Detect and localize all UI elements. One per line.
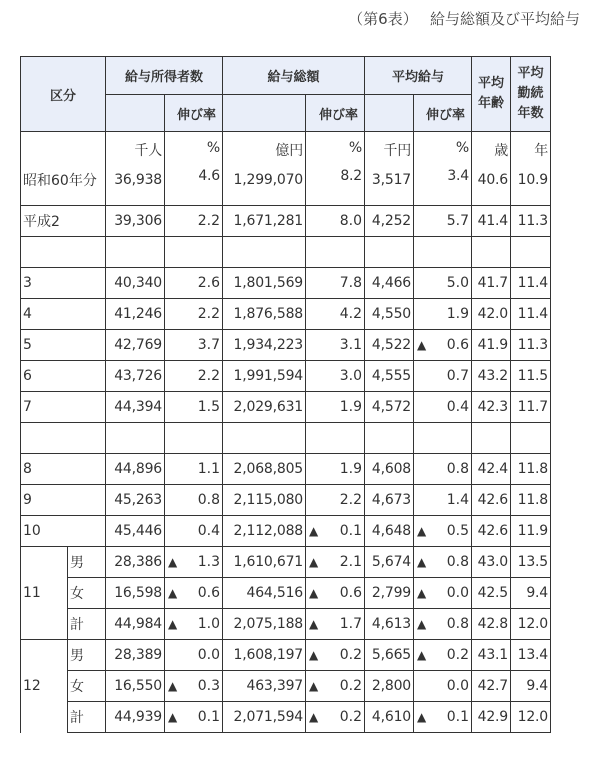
workers-rate-cell: 1.1: [165, 454, 223, 485]
tenure-cell: 11.9: [511, 516, 551, 547]
avg-cell: 2,799: [365, 578, 414, 609]
negative-triangle-icon: ▲: [309, 555, 319, 569]
age-cell: 43.2: [472, 361, 511, 392]
negative-triangle-icon: ▲: [168, 617, 178, 631]
spacer-row: [21, 423, 551, 454]
total-rate-cell: 2.2: [306, 485, 365, 516]
total-rate-cell: ▲ 0.2: [306, 671, 365, 702]
total-rate-cell: ▲ 0.2: [306, 640, 365, 671]
sex-label: 女: [68, 578, 106, 609]
avg-rate-cell: ▲ 0.8: [414, 547, 472, 578]
workers-rate-cell: ▲ 1.3: [165, 547, 223, 578]
age-cell: 42.5: [472, 578, 511, 609]
avg-rate-cell: ▲ 0.0: [414, 578, 472, 609]
table-row: 昭和60年分 千人 36,938 % 4.6 億円 1,299,070 % 8.2 千円 3,517 % 3.4 歳 40.6 年 10.9: [21, 132, 551, 206]
avg-rate-cell: 5.7: [414, 206, 472, 237]
table-row: [21, 454, 551, 485]
workers-rate-cell: 2.2: [165, 299, 223, 330]
header-total-growth: 伸び率: [306, 95, 365, 132]
row-label: 4: [21, 299, 106, 330]
row-label: 9: [21, 485, 106, 516]
workers-cell: 28,389: [106, 640, 165, 671]
sex-label: 計: [68, 702, 106, 733]
age-cell: 41.7: [472, 268, 511, 299]
header-avg-tenure: 平均 勤続 年数: [511, 57, 551, 132]
row-label: 6: [21, 361, 106, 392]
total-rate-cell: ▲ 2.1: [306, 547, 365, 578]
avg-cell: 4,555: [365, 361, 414, 392]
workers-rate-cell: ▲ 1.0: [165, 609, 223, 640]
workers-rate-cell: 0.8: [165, 485, 223, 516]
negative-triangle-icon: ▲: [417, 710, 427, 724]
sex-label: 男: [68, 547, 106, 578]
workers-rate-cell: 3.7: [165, 330, 223, 361]
workers-cell: 40,340: [106, 268, 165, 299]
avg-cell: 4,648: [365, 516, 414, 547]
tenure-cell: 11.7: [511, 392, 551, 423]
tenure-cell: 13.4: [511, 640, 551, 671]
salary-table: [20, 56, 551, 733]
row-label: 3: [21, 268, 106, 299]
workers-rate-cell: 1.5: [165, 392, 223, 423]
row-label: 7: [21, 392, 106, 423]
table-row: [21, 702, 551, 733]
negative-triangle-icon: ▲: [168, 710, 178, 724]
avg-cell: 4,613: [365, 609, 414, 640]
header-total-pay: 給与総額: [223, 57, 365, 95]
tenure-cell: 13.5: [511, 547, 551, 578]
negative-triangle-icon: ▲: [417, 555, 427, 569]
total-rate-cell: ▲ 1.7: [306, 609, 365, 640]
table-row: [21, 361, 551, 392]
negative-triangle-icon: ▲: [168, 586, 178, 600]
workers-cell: 44,896: [106, 454, 165, 485]
tenure-cell: 12.0: [511, 609, 551, 640]
workers-cell: 16,550: [106, 671, 165, 702]
negative-triangle-icon: ▲: [309, 679, 319, 693]
table-row: [21, 330, 551, 361]
total-cell: 463,397: [223, 671, 306, 702]
avg-rate-cell: ▲ 0.2: [414, 640, 472, 671]
age-cell: 42.6: [472, 516, 511, 547]
header-avg-value: [365, 95, 414, 132]
age-cell: 42.4: [472, 454, 511, 485]
table-row: [21, 485, 551, 516]
total-rate-cell: 1.9: [306, 392, 365, 423]
table-row: [21, 609, 551, 640]
total-rate-cell: 8.0: [306, 206, 365, 237]
workers-cell: 41,246: [106, 299, 165, 330]
avg-cell: 2,800: [365, 671, 414, 702]
row-label: 10: [21, 516, 106, 547]
total-cell: 2,068,805: [223, 454, 306, 485]
table-row: [21, 578, 551, 609]
total-cell: 2,115,080: [223, 485, 306, 516]
avg-cell: 5,665: [365, 640, 414, 671]
workers-cell: 42,769: [106, 330, 165, 361]
workers-cell: 43,726: [106, 361, 165, 392]
total-rate-cell: 3.0: [306, 361, 365, 392]
negative-triangle-icon: ▲: [309, 648, 319, 662]
workers-cell: 44,939: [106, 702, 165, 733]
negative-triangle-icon: ▲: [309, 617, 319, 631]
tenure-cell: 11.4: [511, 299, 551, 330]
workers-rate-cell: 0.0: [165, 640, 223, 671]
negative-triangle-icon: ▲: [309, 524, 319, 538]
workers-rate-cell: ▲ 0.3: [165, 671, 223, 702]
total-cell: 2,112,088: [223, 516, 306, 547]
age-cell: 41.9: [472, 330, 511, 361]
age-cell: 43.0: [472, 547, 511, 578]
age-cell: 42.8: [472, 609, 511, 640]
avg-rate-cell: 0.0: [414, 671, 472, 702]
age-cell: 43.1: [472, 640, 511, 671]
workers-rate-cell: 2.2: [165, 206, 223, 237]
workers-cell: 28,386: [106, 547, 165, 578]
negative-triangle-icon: ▲: [417, 617, 427, 631]
total-cell: 464,516: [223, 578, 306, 609]
total-rate-cell: ▲ 0.6: [306, 578, 365, 609]
total-cell: 1,671,281: [223, 206, 306, 237]
table-row: [21, 268, 551, 299]
age-cell: 42.7: [472, 671, 511, 702]
sex-label: 計: [68, 609, 106, 640]
table-row: [21, 392, 551, 423]
tenure-cell: 11.3: [511, 330, 551, 361]
total-cell: 1,801,569: [223, 268, 306, 299]
negative-triangle-icon: ▲: [168, 679, 178, 693]
header-kubun: 区分: [21, 57, 106, 132]
workers-rate-cell: ▲ 0.1: [165, 702, 223, 733]
header-workers-growth: 伸び率: [165, 95, 223, 132]
avg-cell: 4,608: [365, 454, 414, 485]
table-row: [21, 547, 551, 578]
avg-rate-cell: ▲ 0.6: [414, 330, 472, 361]
header-total-value: [223, 95, 306, 132]
total-cell: 2,071,594: [223, 702, 306, 733]
age-cell: 42.3: [472, 392, 511, 423]
avg-rate-cell: 0.4: [414, 392, 472, 423]
avg-rate-cell: 1.4: [414, 485, 472, 516]
negative-triangle-icon: ▲: [417, 524, 427, 538]
workers-cell: 44,394: [106, 392, 165, 423]
age-cell: 42.9: [472, 702, 511, 733]
avg-rate-cell: ▲ 0.8: [414, 609, 472, 640]
header-workers-value: [106, 95, 165, 132]
avg-cell: 4,466: [365, 268, 414, 299]
workers-cell: 45,446: [106, 516, 165, 547]
table-row: [21, 671, 551, 702]
spacer-row: [21, 237, 551, 268]
total-rate-cell: ▲ 0.2: [306, 702, 365, 733]
row-label: 5: [21, 330, 106, 361]
age-cell: 42.0: [472, 299, 511, 330]
total-rate-cell: 3.1: [306, 330, 365, 361]
negative-triangle-icon: ▲: [309, 710, 319, 724]
age-cell: 41.4: [472, 206, 511, 237]
total-cell: 1,610,671: [223, 547, 306, 578]
negative-triangle-icon: ▲: [309, 586, 319, 600]
negative-triangle-icon: ▲: [417, 338, 427, 352]
tenure-cell: 9.4: [511, 671, 551, 702]
total-rate-cell: 7.8: [306, 268, 365, 299]
age-cell: 42.6: [472, 485, 511, 516]
workers-rate-cell: 2.6: [165, 268, 223, 299]
workers-cell: 39,306: [106, 206, 165, 237]
total-cell: 1,934,223: [223, 330, 306, 361]
sex-label: 男: [68, 640, 106, 671]
avg-cell: 4,252: [365, 206, 414, 237]
workers-cell: 44,984: [106, 609, 165, 640]
group-label: 11: [21, 547, 68, 640]
table-row: [21, 299, 551, 330]
table-row: [21, 516, 551, 547]
total-rate-cell: ▲ 0.1: [306, 516, 365, 547]
avg-cell: 4,550: [365, 299, 414, 330]
avg-cell: 4,522: [365, 330, 414, 361]
workers-cell: 45,263: [106, 485, 165, 516]
header-workers: 給与所得者数: [106, 57, 223, 95]
avg-rate-cell: 5.0: [414, 268, 472, 299]
sex-label: 女: [68, 671, 106, 702]
avg-rate-cell: ▲ 0.5: [414, 516, 472, 547]
total-rate-cell: 4.2: [306, 299, 365, 330]
negative-triangle-icon: ▲: [417, 648, 427, 662]
row-label: 8: [21, 454, 106, 485]
table-title: （第6表） 給与総額及び平均給与: [348, 10, 580, 28]
table-row: [21, 206, 551, 237]
row-label: 平成2: [21, 206, 106, 237]
tenure-cell: 11.8: [511, 454, 551, 485]
total-cell: 2,029,631: [223, 392, 306, 423]
tenure-cell: 11.4: [511, 268, 551, 299]
tenure-cell: 11.8: [511, 485, 551, 516]
total-rate-cell: 1.9: [306, 454, 365, 485]
avg-cell: 4,673: [365, 485, 414, 516]
workers-rate-cell: ▲ 0.6: [165, 578, 223, 609]
table-row: [21, 640, 551, 671]
group-label: 12: [21, 640, 68, 733]
tenure-cell: 11.3: [511, 206, 551, 237]
negative-triangle-icon: ▲: [417, 586, 427, 600]
tenure-cell: 11.5: [511, 361, 551, 392]
header-avg-age: 平均 年齢: [472, 57, 511, 132]
avg-rate-cell: 1.9: [414, 299, 472, 330]
tenure-cell: 9.4: [511, 578, 551, 609]
avg-rate-cell: 0.7: [414, 361, 472, 392]
avg-cell: 4,572: [365, 392, 414, 423]
total-cell: 2,075,188: [223, 609, 306, 640]
total-cell: 1,608,197: [223, 640, 306, 671]
header-avg-growth: 伸び率: [414, 95, 472, 132]
total-cell: 1,876,588: [223, 299, 306, 330]
total-cell: 1,991,594: [223, 361, 306, 392]
workers-rate-cell: 0.4: [165, 516, 223, 547]
avg-rate-cell: 0.8: [414, 454, 472, 485]
avg-cell: 4,610: [365, 702, 414, 733]
avg-cell: 5,674: [365, 547, 414, 578]
workers-cell: 16,598: [106, 578, 165, 609]
tenure-cell: 12.0: [511, 702, 551, 733]
negative-triangle-icon: ▲: [168, 555, 178, 569]
avg-rate-cell: ▲ 0.1: [414, 702, 472, 733]
header-avg-pay: 平均給与: [365, 57, 472, 95]
workers-rate-cell: 2.2: [165, 361, 223, 392]
